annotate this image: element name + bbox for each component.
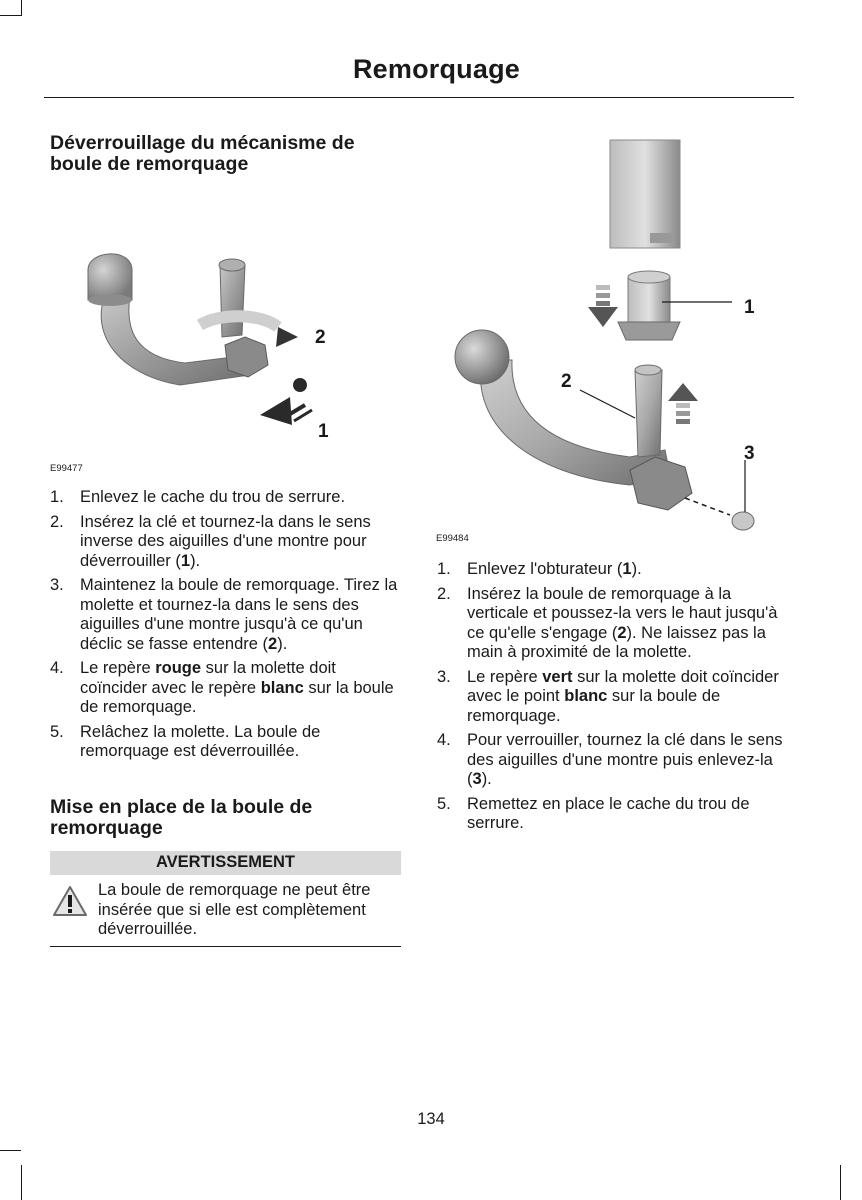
warning-title: AVERTISSEMENT: [50, 851, 401, 875]
step-emphasis: 2: [268, 634, 278, 653]
step-text: Remettez en place le cache du trou de serrure.: [467, 794, 750, 832]
unlock-figure-code: E99477: [50, 463, 83, 474]
left-step-5: [50, 723, 402, 762]
step-number: 3.: [437, 667, 451, 686]
install-steps-list: [437, 560, 793, 834]
warning-triangle-icon: [52, 885, 88, 917]
left-install-section: [50, 797, 401, 947]
step-text: Maintenez la boule de remorquage. Tirez la molette et tournez-la dans le sens des aiguilles d'une montre jusqu'à ce qu'un déclic se fasse entendre (: [80, 576, 398, 653]
crop-mark-bottom-right: [840, 1165, 841, 1200]
crop-mark-top-left-h: [0, 15, 21, 16]
left-step-1: [50, 488, 402, 508]
install-figure-code: E99484: [436, 533, 469, 544]
right-step-5: [437, 795, 793, 834]
step-number: 5.: [437, 794, 451, 813]
left-step-3: [50, 576, 402, 654]
section-heading-install: Mise en place de la boule de remorquage: [50, 796, 313, 839]
step-text: Insérez la clé et tournez-la dans le sens inverse des aiguilles d'une montre pour déverrouiller (: [80, 512, 371, 570]
unlock-figure-callout-1: 1: [318, 421, 329, 442]
unlock-figure: [50, 225, 350, 465]
step-text: sur la molette doit coïncider avec le point: [467, 667, 779, 705]
right-step-4: [437, 731, 793, 790]
step-text: Enlevez le cache du trou de serrure.: [80, 488, 346, 506]
step-emphasis: 1: [622, 560, 632, 578]
title-divider: [44, 97, 794, 98]
unlock-steps-list: [50, 488, 402, 762]
step-number: 2.: [437, 584, 451, 603]
step-text: ).: [190, 551, 201, 570]
step-emphasis: 1: [180, 551, 191, 570]
step-emphasis: blanc: [564, 687, 608, 705]
step-number: 4.: [437, 731, 451, 749]
step-emphasis: 2: [617, 623, 627, 642]
step-emphasis: rouge: [155, 659, 202, 677]
step-number: 1.: [50, 488, 64, 506]
step-text: Relâchez la molette. La boule de remorquage est déverrouillée.: [80, 722, 321, 760]
crop-mark-bottom-left: [21, 1165, 22, 1200]
step-text: Insérez la boule de remorquage à la verticale et poussez-la vers le haut jusqu'à ce qu'elle s'engage (: [467, 584, 778, 642]
left-step-2: [50, 513, 402, 572]
section-heading-unlock: Déverrouillage du mécanisme de boule de remorquage: [50, 132, 355, 175]
unlock-figure-callout-2: 2: [315, 327, 326, 348]
step-emphasis: vert: [542, 667, 573, 686]
step-emphasis: 3: [472, 770, 482, 788]
install-figure-callout-2: 2: [561, 371, 572, 392]
warning-box: [50, 875, 401, 947]
step-text: sur la boule de remorquage.: [467, 687, 721, 725]
step-number: 3.: [50, 576, 64, 594]
step-text: ).: [631, 560, 642, 578]
step-text: Le repère: [80, 659, 156, 677]
right-step-1: [437, 560, 793, 580]
right-step-2: [437, 585, 793, 663]
step-text: ). Ne laissez pas la main à proximité de la molette.: [467, 623, 766, 661]
step-text: Enlevez l'obturateur (: [467, 560, 623, 578]
install-figure-callout-3: 3: [744, 443, 755, 464]
left-step-4: [50, 659, 402, 718]
step-text: sur la boule de remorquage.: [80, 678, 394, 716]
warning-text: La boule de remorquage ne peut être insérée que si elle est complètement déverrouillée.: [98, 881, 371, 938]
step-text: ).: [481, 770, 492, 788]
crop-mark-top-left: [21, 0, 22, 16]
step-text: sur la molette doit coïncider avec le repère: [80, 659, 336, 697]
step-number: 1.: [437, 560, 451, 578]
step-text: ).: [277, 634, 288, 653]
left-steps: [50, 488, 402, 767]
install-figure: [440, 135, 770, 545]
page-title: Remorquage: [352, 54, 520, 84]
step-text: Le repère: [467, 667, 543, 686]
left-column: [50, 133, 402, 175]
step-number: 5.: [50, 722, 64, 741]
right-steps: [437, 560, 793, 839]
step-number: 2.: [50, 512, 64, 531]
page-number: 134: [417, 1110, 445, 1128]
install-figure-callout-1: 1: [744, 297, 755, 318]
right-step-3: [437, 668, 793, 727]
crop-mark-bottom-left-h: [0, 1150, 21, 1151]
step-emphasis: blanc: [260, 678, 304, 697]
step-text: Pour verrouiller, tournez la clé dans le sens des aiguilles d'une montre puis enlevez-la (: [467, 731, 783, 788]
step-number: 4.: [50, 659, 64, 677]
